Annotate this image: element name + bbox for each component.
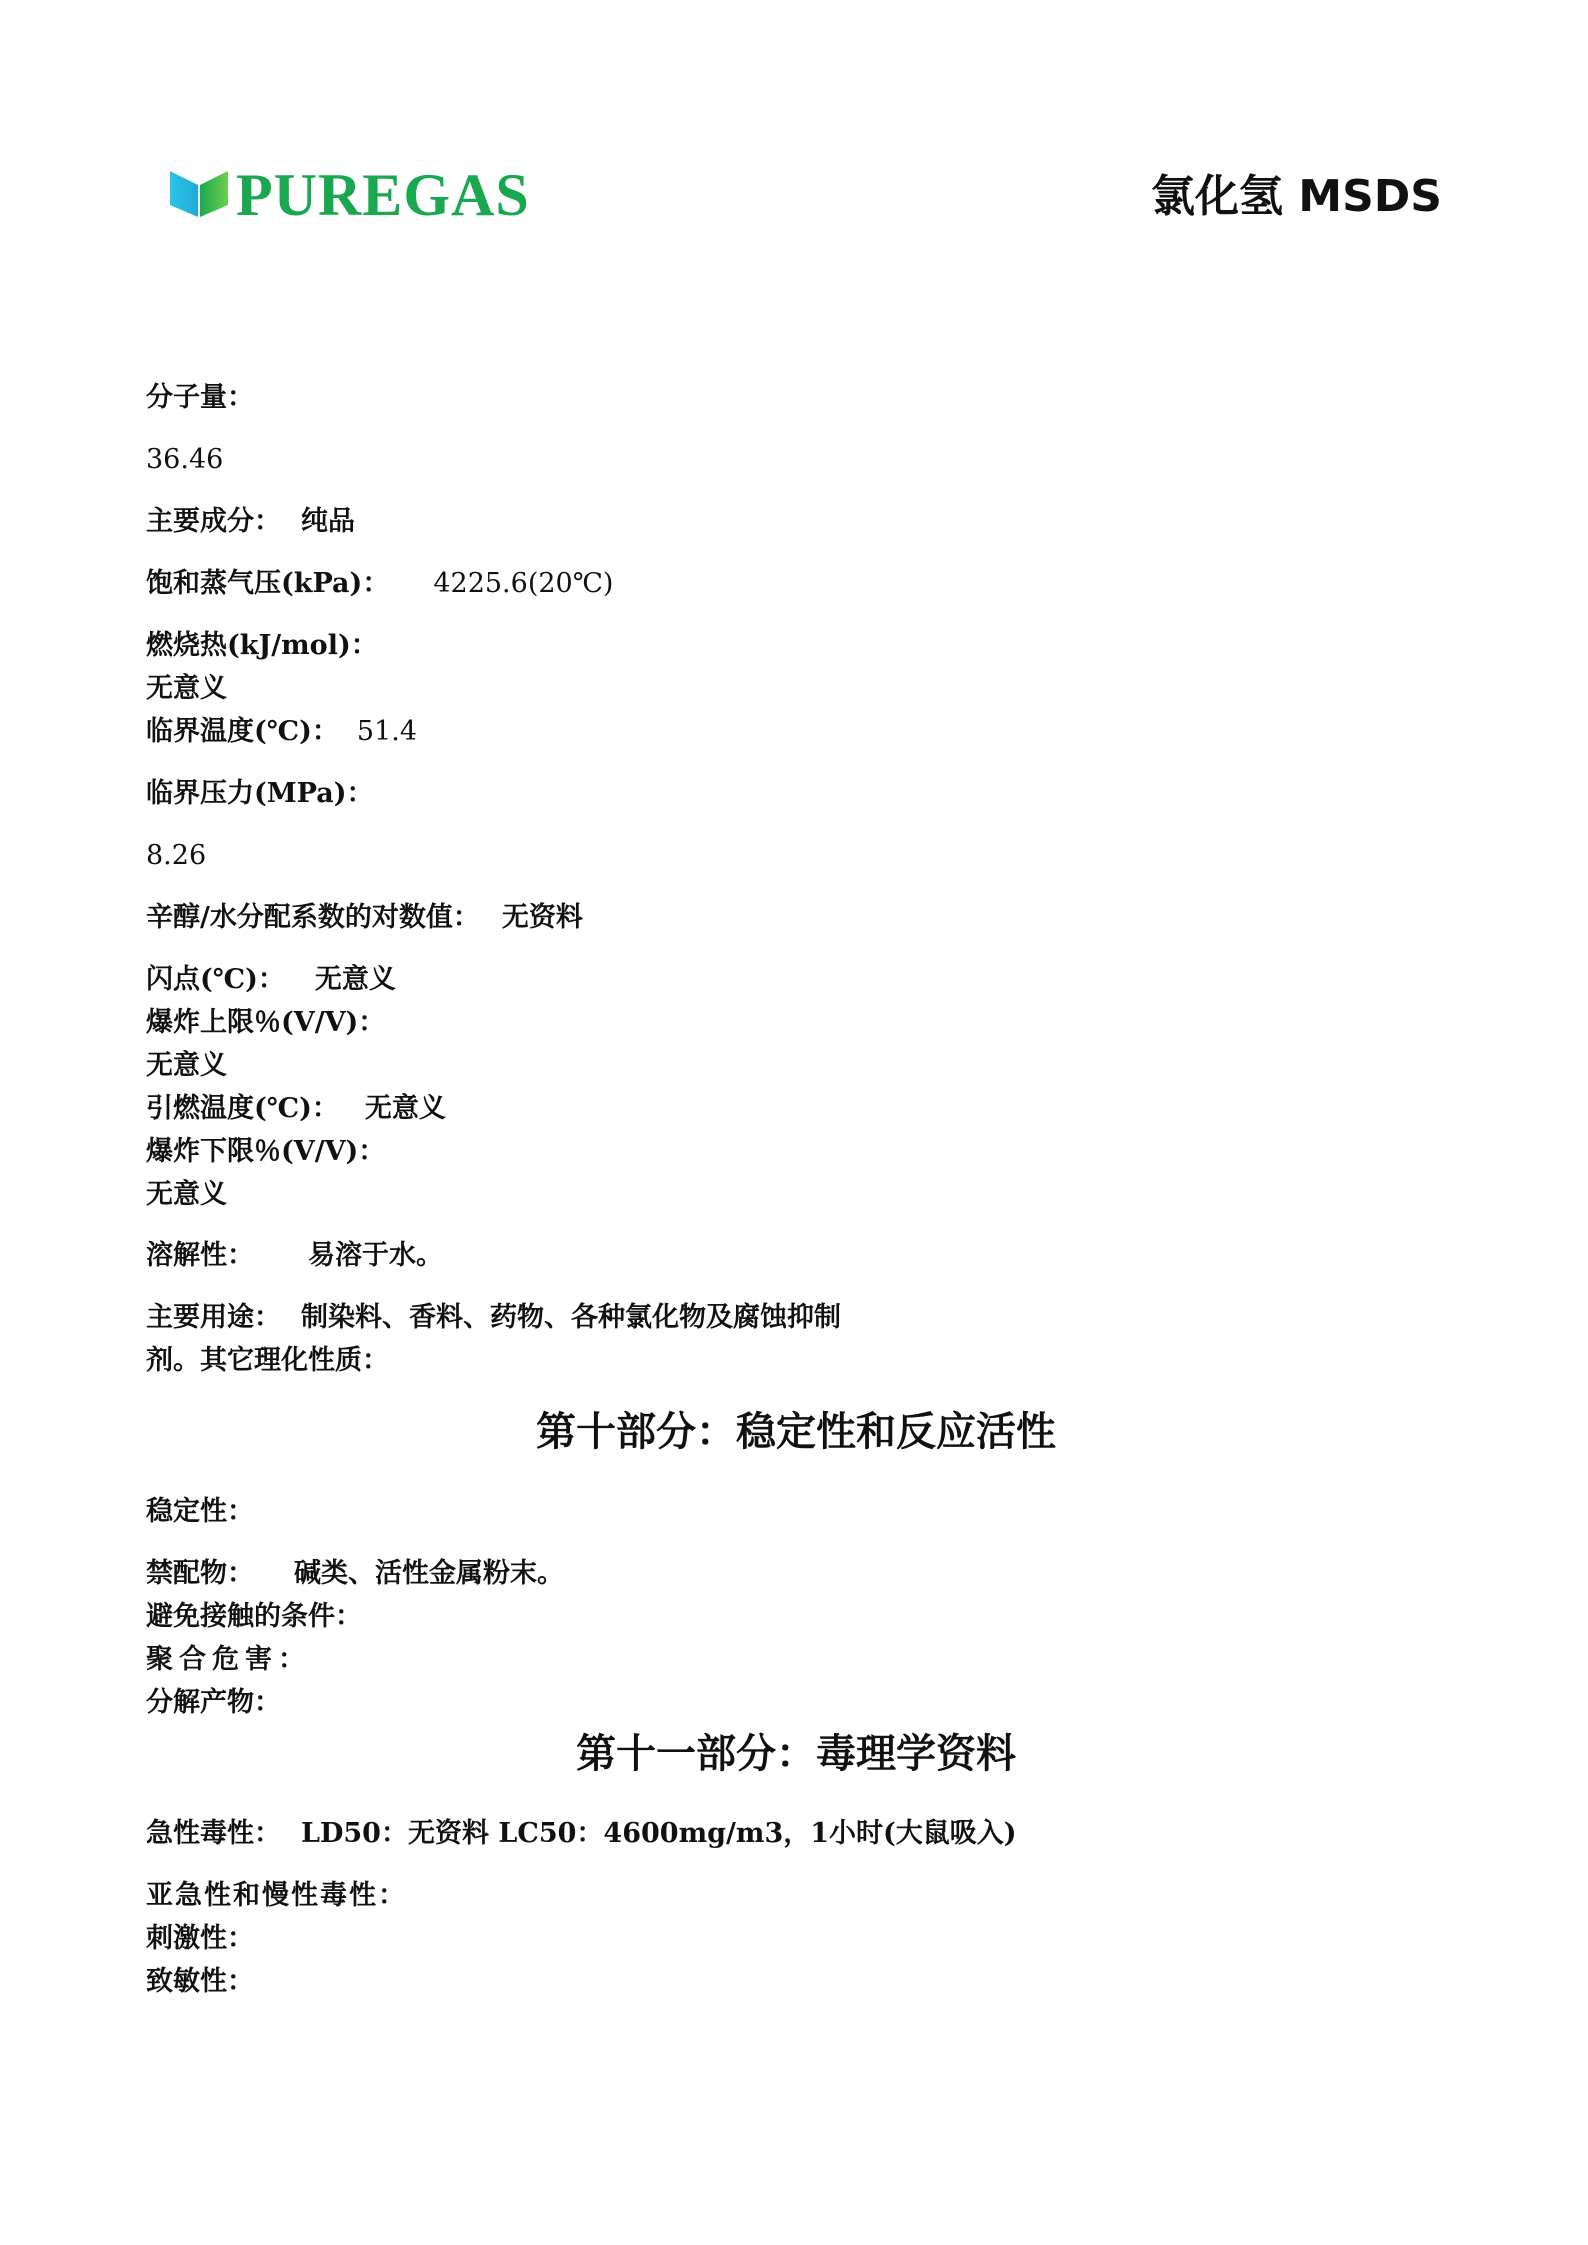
main-use-continued-row bbox=[146, 1343, 389, 1379]
main-component-row bbox=[146, 504, 355, 540]
critical-pressure-value-row bbox=[146, 838, 206, 874]
polymerization-label: 聚合危害： bbox=[146, 1644, 311, 1675]
combustion-heat-value: 无意义 bbox=[146, 673, 227, 704]
solubility-value: 易溶于水。 bbox=[308, 1240, 443, 1271]
main-use-label: 主要用途： bbox=[146, 1302, 281, 1333]
critical-pressure-value: 8.26 bbox=[146, 840, 207, 871]
main-component-label: 主要成分： bbox=[146, 506, 281, 537]
upper-explosive-row bbox=[146, 1005, 385, 1041]
critical-pressure-label: 临界压力(MPa)： bbox=[146, 778, 374, 809]
critical-temp-value: 51.4 bbox=[356, 716, 418, 747]
ignition-temp-row bbox=[146, 1091, 446, 1127]
irritation-label: 刺激性： bbox=[146, 1923, 254, 1954]
octanol-water-value: 无资料 bbox=[501, 902, 583, 933]
acute-toxicity-label: 急性毒性： bbox=[146, 1818, 281, 1849]
puregas-logo bbox=[168, 162, 530, 228]
flash-point-label: 闪点(℃)： bbox=[146, 964, 285, 995]
decomposition-row bbox=[146, 1685, 281, 1721]
flash-point-value: 无意义 bbox=[314, 964, 396, 995]
chronic-toxicity-row bbox=[146, 1878, 407, 1914]
irritation-row bbox=[146, 1921, 254, 1957]
upper-explosive-value: 无意义 bbox=[146, 1050, 227, 1081]
stability-row bbox=[146, 1494, 254, 1530]
critical-pressure-row bbox=[146, 776, 374, 812]
vapor-pressure-label: 饱和蒸气压(kPa)： bbox=[146, 568, 390, 599]
solubility-row bbox=[146, 1238, 443, 1274]
flash-point-row bbox=[146, 962, 396, 998]
section-11-title: 第十一部分：毒理学资料 bbox=[576, 1730, 1016, 1777]
ignition-temp-value: 无意义 bbox=[364, 1093, 446, 1124]
molecular-weight-row bbox=[146, 380, 254, 416]
decomposition-label: 分解产物： bbox=[146, 1687, 281, 1718]
chronic-toxicity-label: 亚急性和慢性毒性： bbox=[146, 1880, 407, 1911]
vapor-pressure-row bbox=[146, 566, 613, 602]
avoid-conditions-label: 避免接触的条件： bbox=[146, 1601, 362, 1632]
combustion-heat-value-row bbox=[146, 671, 227, 707]
lower-explosive-row bbox=[146, 1134, 385, 1170]
upper-explosive-label: 爆炸上限％(V/V)： bbox=[146, 1007, 386, 1038]
acute-toxicity-row bbox=[146, 1816, 1017, 1852]
incompatible-row bbox=[146, 1556, 564, 1592]
document-title: 氯化氢 MSDS bbox=[1150, 171, 1442, 222]
logo-text: PUREGAS bbox=[236, 162, 530, 228]
lower-explosive-label: 爆炸下限％(V/V)： bbox=[146, 1136, 386, 1167]
page-header bbox=[0, 0, 1588, 260]
main-use-value: 制染料、香料、药物、各种氯化物及腐蚀抑制 bbox=[301, 1302, 841, 1333]
lower-explosive-value: 无意义 bbox=[146, 1179, 227, 1210]
incompatible-label: 禁配物： bbox=[146, 1558, 254, 1589]
incompatible-value: 碱类、活性金属粉末。 bbox=[294, 1558, 564, 1589]
octanol-water-label: 辛醇/水分配系数的对数值： bbox=[146, 902, 480, 933]
sensitization-row bbox=[146, 1964, 254, 2000]
combustion-heat-row bbox=[146, 628, 378, 664]
combustion-heat-label: 燃烧热(kJ/mol)： bbox=[146, 630, 378, 661]
critical-temp-label: 临界温度(℃)： bbox=[146, 716, 339, 747]
molecular-weight-value-row bbox=[146, 442, 223, 478]
puregas-logo-icon bbox=[168, 167, 230, 223]
solubility-label: 溶解性： bbox=[146, 1240, 254, 1271]
molecular-weight-label: 分子量： bbox=[146, 382, 254, 413]
section-10-title: 第十部分：稳定性和反应活性 bbox=[536, 1408, 1056, 1455]
main-use-value-continued: 剂。其它理化性质： bbox=[146, 1345, 389, 1376]
lower-explosive-value-row bbox=[146, 1177, 227, 1213]
main-use-row bbox=[146, 1300, 841, 1336]
upper-explosive-value-row bbox=[146, 1048, 227, 1084]
vapor-pressure-value: 4225.6(20℃) bbox=[433, 568, 614, 599]
critical-temp-row bbox=[146, 714, 417, 750]
molecular-weight-value: 36.46 bbox=[146, 444, 224, 475]
octanol-water-row bbox=[146, 900, 583, 936]
main-component-value: 纯品 bbox=[301, 506, 355, 537]
acute-toxicity-value: LD50：无资料 LC50：4600mg/m3，1小时(大鼠吸入) bbox=[301, 1818, 1017, 1849]
sensitization-label: 致敏性： bbox=[146, 1966, 254, 1997]
polymerization-row bbox=[146, 1642, 311, 1678]
ignition-temp-label: 引燃温度(℃)： bbox=[146, 1093, 339, 1124]
stability-label: 稳定性： bbox=[146, 1496, 254, 1527]
avoid-conditions-row bbox=[146, 1599, 362, 1635]
